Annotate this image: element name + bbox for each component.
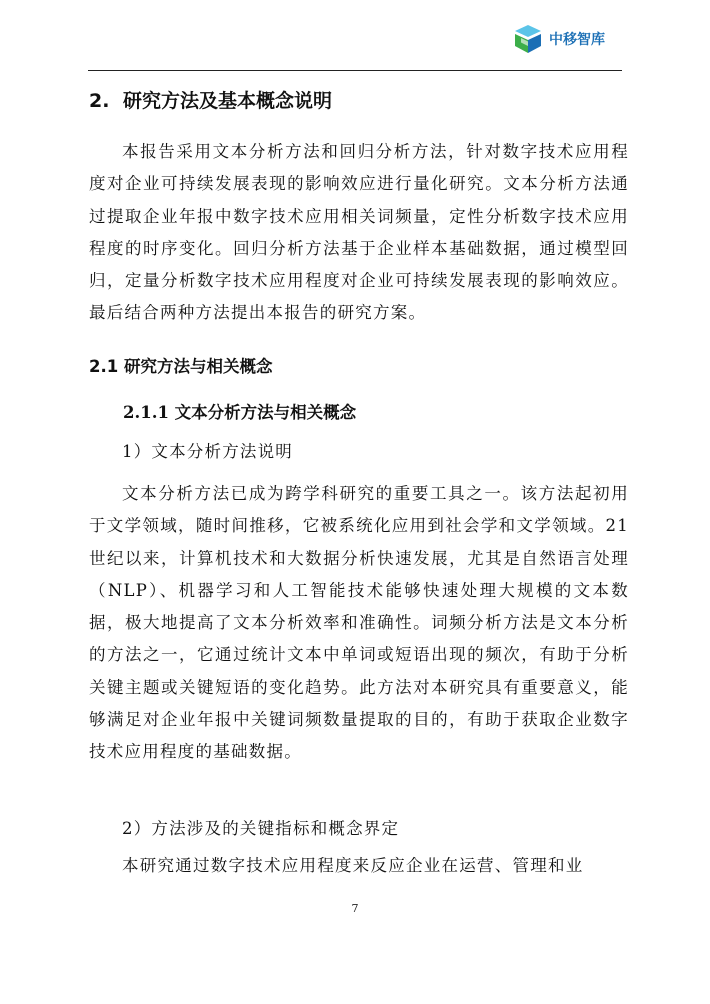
- section-heading: [89, 86, 332, 116]
- subsection-heading: 2.1 研究方法与相关概念: [89, 357, 273, 376]
- page-header: [0, 0, 710, 72]
- intro-paragraph: 本报告采用文本分析方法和回归分析方法，针对数字技术应用程度对企业可持续发展表现的影响效应进行量化研究。文本分析方法通过提取企业年报中数字技术应用相关词频量，定性分析数字技术应用程度的时序变化。回归分析方法基于企业样本基础数据，通过模型回归，定量分析数字技术应用程度对企业可持续发展表现的影响效应。最后结合两种方法提出本报告的研究方案。: [89, 142, 629, 323]
- brand-logo: [512, 22, 605, 56]
- subsubsection-heading: 2.1.1 文本分析方法与相关概念: [123, 403, 357, 422]
- item-1-heading: 1）文本分析方法说明: [122, 442, 293, 461]
- brand-name: 中移智库: [549, 32, 605, 48]
- item-2-paragraph: 本研究通过数字技术应用程度来反应企业在运营、管理和业: [122, 856, 584, 875]
- cube-logo-icon: [512, 24, 544, 54]
- item-1-paragraph: 文本分析方法已成为跨学科研究的重要工具之一。该方法起初用于文学领域，随时间推移，它被系统化应用到社会学和文学领域。21 世纪以来，计算机技术和大数据分析快速发展，尤其是自然语言处理（NLP）、机器学习和人工智能技术能够快速处理大规模的文本数据，极大地提高了文本分析效率和准确性。词频分析方法是文本分析的方法之一，它通过统计文本中单词或短语出现的频次，有助于分析关键主题或关键短语的变化趋势。此方法对本研究具有重要意义，能够满足对企业年报中关键词频数量提取的目的，有助于获取企业数字技术应用程度的基础数据。: [89, 484, 629, 762]
- section-number: 2.: [89, 90, 110, 112]
- item-2-heading: 2）方法涉及的关键指标和概念界定: [122, 819, 400, 838]
- page-number: 7: [351, 902, 359, 915]
- header-divider: [88, 70, 622, 71]
- section-title: 研究方法及基本概念说明: [123, 90, 333, 112]
